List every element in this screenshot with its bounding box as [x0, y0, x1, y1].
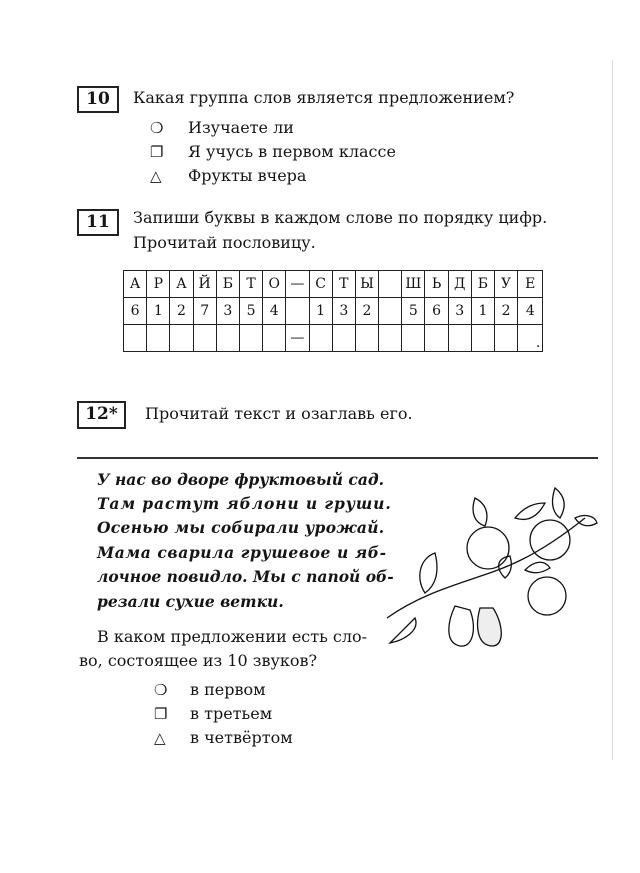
answer-cell[interactable] — [170, 325, 193, 352]
answers-row[interactable] — [124, 325, 543, 352]
answer-cell[interactable]: . — [518, 325, 543, 352]
title-answer-line[interactable] — [77, 457, 598, 459]
digit-cell: 4 — [518, 298, 543, 325]
letter-cell — [379, 271, 402, 298]
digit-cell: 7 — [193, 298, 216, 325]
answer-cell[interactable] — [355, 325, 378, 352]
letter-cell: С — [309, 271, 332, 298]
letter-cell: Ы — [355, 271, 378, 298]
answer-cell[interactable] — [193, 325, 216, 352]
task-12-instruction: Прочитай текст и озаглавь его. — [145, 404, 413, 423]
answer-cell[interactable] — [239, 325, 262, 352]
answer-cell[interactable] — [216, 325, 239, 352]
letter-cell: А — [170, 271, 193, 298]
text-line-6: резали сухие ветки. — [97, 592, 284, 611]
square-icon[interactable]: ❐ — [150, 143, 164, 161]
task-10-option-3: Фрукты вчера — [188, 166, 307, 185]
digit-cell: 1 — [471, 298, 494, 325]
text-line-2: Там растут яблони и груши. — [97, 494, 392, 513]
letter-cell: Ш — [402, 271, 425, 298]
letter-cell: Б — [471, 271, 494, 298]
answer-cell[interactable] — [332, 325, 355, 352]
letter-cell: — — [286, 271, 309, 298]
digit-cell: 2 — [495, 298, 518, 325]
digit-cell: 3 — [448, 298, 471, 325]
answer-cell[interactable] — [147, 325, 170, 352]
digit-cell: 3 — [216, 298, 239, 325]
answer-cell[interactable] — [402, 325, 425, 352]
letter-cell: У — [495, 271, 518, 298]
digit-cell: 6 — [425, 298, 448, 325]
digit-cell: 3 — [332, 298, 355, 325]
text-line-5: лочное повидло. Мы с папой об- — [97, 567, 394, 586]
digit-cell: 5 — [239, 298, 262, 325]
task-11-number: 11 — [77, 209, 119, 236]
text-line-1: У нас во дворе фруктовый сад. — [97, 470, 385, 489]
page-edge-line — [612, 60, 613, 760]
answer-cell[interactable] — [448, 325, 471, 352]
answer-cell[interactable]: — — [286, 325, 309, 352]
circle-icon[interactable]: ❍ — [154, 681, 168, 699]
letter-cell: Е — [518, 271, 543, 298]
fruit-branch-illustration — [385, 478, 600, 653]
digit-cell: 2 — [355, 298, 378, 325]
digit-cell: 1 — [309, 298, 332, 325]
task-12-option-1: в первом — [190, 680, 266, 699]
letter-cell: Д — [448, 271, 471, 298]
square-icon[interactable]: ❐ — [154, 705, 168, 723]
letter-cell: Б — [216, 271, 239, 298]
answer-cell[interactable] — [263, 325, 286, 352]
task-11-instruction-line2: Прочитай пословицу. — [133, 233, 316, 252]
answer-cell[interactable] — [425, 325, 448, 352]
digit-cell — [379, 298, 402, 325]
task-12-option-3: в четвёртом — [190, 728, 293, 747]
circle-icon[interactable]: ❍ — [150, 119, 164, 137]
digit-cell — [286, 298, 309, 325]
digits-row — [124, 298, 543, 325]
task-10-option-2: Я учусь в первом классе — [188, 142, 396, 161]
answer-cell[interactable] — [379, 325, 402, 352]
triangle-icon[interactable]: △ — [150, 167, 162, 185]
answer-cell[interactable] — [309, 325, 332, 352]
letter-cell: А — [124, 271, 147, 298]
text-line-3: Осенью мы собирали урожай. — [97, 518, 385, 537]
task-10-number: 10 — [77, 86, 119, 113]
letter-cell: Т — [239, 271, 262, 298]
task-10-question: Какая группа слов является предложением? — [133, 88, 515, 107]
task-12-question-line2: во, состоящее из 10 звуков? — [79, 651, 318, 670]
proverb-table — [123, 270, 543, 352]
digit-cell: 2 — [170, 298, 193, 325]
letter-cell: Ь — [425, 271, 448, 298]
text-line-4: Мама сварила грушевое и яб- — [97, 543, 387, 562]
task-12-number: 12* — [77, 401, 126, 429]
task-12-question-line1: В каком предложении есть сло- — [97, 627, 368, 646]
letter-cell: Т — [332, 271, 355, 298]
answer-cell[interactable] — [471, 325, 494, 352]
answer-cell[interactable] — [124, 325, 147, 352]
letter-cell: О — [263, 271, 286, 298]
task-11-instruction-line1: Запиши буквы в каждом слове по порядку цифр. — [133, 208, 548, 227]
letter-cell: Р — [147, 271, 170, 298]
letter-cell: Й — [193, 271, 216, 298]
task-10-option-1: Изучаете ли — [188, 118, 294, 137]
triangle-icon[interactable]: △ — [154, 729, 166, 747]
digit-cell: 4 — [263, 298, 286, 325]
letters-row — [124, 271, 543, 298]
answer-cell[interactable] — [495, 325, 518, 352]
digit-cell: 6 — [124, 298, 147, 325]
digit-cell: 1 — [147, 298, 170, 325]
task-12-option-2: в третьем — [190, 704, 273, 723]
digit-cell: 5 — [402, 298, 425, 325]
